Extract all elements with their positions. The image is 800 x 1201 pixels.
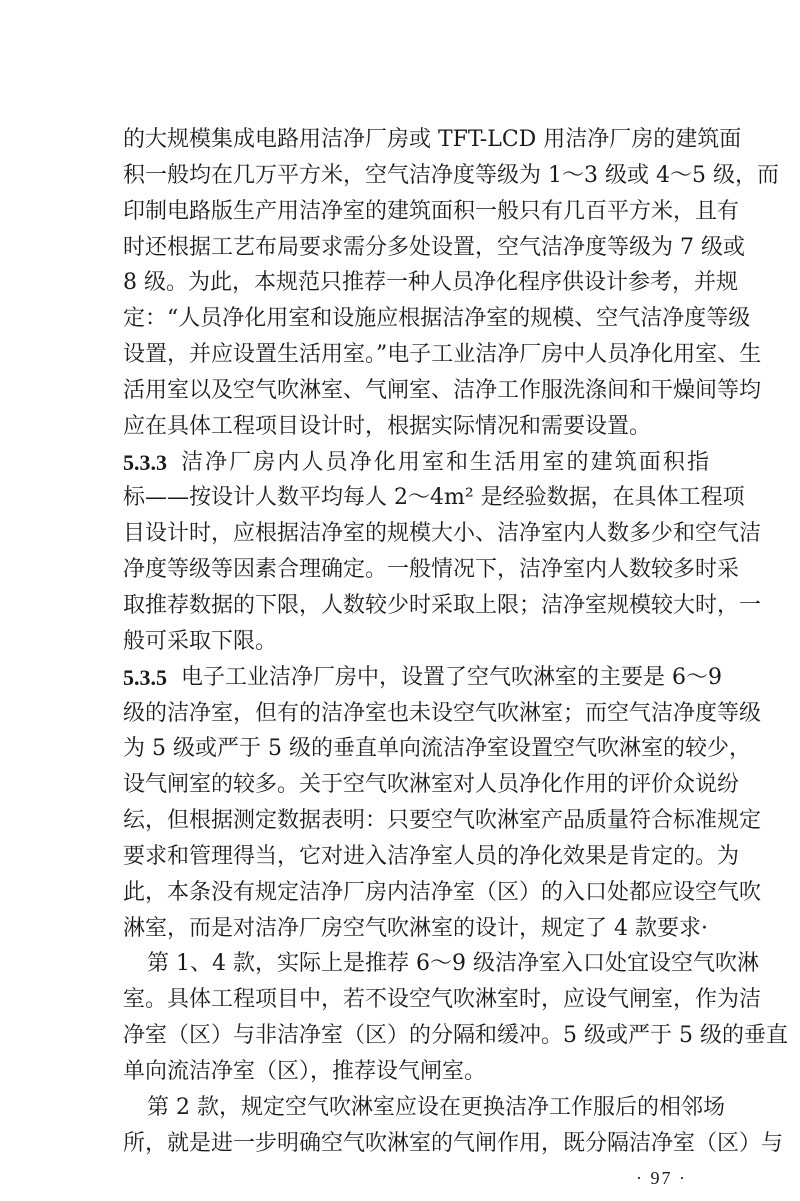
line-text: 设气闸室的较多。关于空气吹淋室对人员净化作用的评价众说纷	[123, 772, 740, 798]
text-line	[123, 624, 709, 660]
text-line	[123, 1018, 788, 1054]
text-line	[123, 911, 709, 947]
line-text: 第 2 款，规定空气吹淋室应设在更换洁净工作服后的相邻场	[147, 1094, 725, 1120]
line-text: 应在具体工程项目设计时，根据实际情况和需要设置。	[123, 413, 652, 439]
paragraph	[123, 122, 779, 445]
section-number: 5.3.5	[123, 664, 167, 690]
text-line	[123, 1054, 709, 1090]
text-line	[123, 265, 738, 301]
text-line	[123, 982, 762, 1018]
line-text: 级的洁净室，但有的洁净室也未设空气吹淋室；而空气洁净度等级	[123, 700, 762, 726]
text-line	[123, 337, 762, 373]
text-line	[123, 301, 751, 337]
text-line	[123, 373, 762, 409]
line-text: 目设计时，应根据洁净室的规模大小、洁净室内人数多少和空气洁	[123, 521, 762, 547]
line-text: 积一般均在几万平方米，空气洁净度等级为 1～3 级或 4～5 级，而	[123, 162, 779, 188]
paragraph	[123, 1090, 784, 1162]
text-line	[123, 122, 742, 158]
text-line	[123, 839, 740, 875]
line-text: 时还根据工艺布局要求需分多处设置，空气洁净度等级为 7 级或	[123, 234, 745, 260]
line-text: 标——按设计人数平均每人 2～4m² 是经验数据，在具体工程项	[123, 485, 745, 511]
text-line	[123, 803, 762, 839]
line-text: 定：“人员净化用室和设施应根据洁净室的规模、空气洁净度等级	[123, 306, 751, 332]
section-5-3-3	[123, 445, 762, 660]
text-line	[123, 480, 745, 516]
text-line	[123, 731, 751, 767]
text-line	[123, 552, 740, 588]
line-text: 设置，并应设置生活用室。”电子工业洁净厂房中人员净化用室、生	[123, 342, 762, 368]
text-line	[123, 588, 762, 624]
line-text: 淋室，而是对洁净厂房空气吹淋室的设计，规定了 4 款要求·	[123, 915, 708, 941]
text-line	[123, 946, 759, 982]
line-text: 要求和管理得当，它对进入洁净室人员的净化效果是肯定的。为	[123, 843, 740, 869]
line-text: 单向流洁净室（区），推荐设气闸室。	[123, 1058, 487, 1084]
line-text: 的大规模集成电路用洁净厂房或 TFT-LCD 用洁净厂房的建筑面	[123, 127, 742, 152]
text-line	[123, 1126, 784, 1162]
document-body	[123, 122, 788, 1161]
text-line	[123, 194, 740, 230]
text-line	[123, 660, 722, 696]
line-text: 此，本条没有规定洁净厂房内洁净室（区）的入口处都应设空气吹	[123, 879, 762, 905]
line-text: 取推荐数据的下限，人数较少时采取上限；洁净室规模较大时，一	[123, 592, 762, 618]
text-line	[123, 516, 762, 552]
text-line	[123, 767, 740, 803]
text-line	[123, 696, 762, 732]
line-text: 为 5 级或严于 5 级的垂直单向流洁净室设置空气吹淋室的较少，	[123, 736, 751, 762]
text-line	[123, 875, 762, 911]
line-text: 所，就是进一步明确空气吹淋室的气闸作用，既分隔洁净室（区）与	[123, 1130, 784, 1156]
text-line	[123, 409, 709, 445]
section-5-3-5	[123, 660, 762, 947]
section-number: 5.3.3	[123, 449, 167, 475]
text-line	[123, 158, 779, 194]
line-text: 第 1、4 款，实际上是推荐 6～9 级洁净室入口处宜设空气吹淋	[147, 951, 759, 977]
line-text: 净室（区）与非洁净室（区）的分隔和缓冲。5 级或严于 5 级的垂直	[123, 1023, 788, 1049]
line-text: 电子工业洁净厂房中，设置了空气吹淋室的主要是 6～9	[181, 664, 722, 690]
paragraph	[123, 946, 788, 1089]
line-text: 般可采取下限。	[123, 628, 278, 654]
page-number: · 97 ·	[636, 1168, 687, 1188]
text-line	[123, 445, 709, 481]
line-text: 净度等级等因素合理确定。一般情况下，洁净室内人数较多时采	[123, 557, 740, 583]
line-text: 纭，但根据测定数据表明：只要空气吹淋室产品质量符合标准规定	[123, 808, 762, 834]
line-text: 室。具体工程项目中，若不设空气吹淋室时，应设气闸室，作为洁	[123, 987, 762, 1013]
line-text: 洁净厂房内人员净化用室和生活用室的建筑面积指	[181, 449, 709, 475]
line-text: 活用室以及空气吹淋室、气闸室、洁净工作服洗涤间和干燥间等均	[123, 377, 762, 403]
text-line	[123, 1090, 725, 1126]
line-text: 印制电路版生产用洁净室的建筑面积一般只有几百平方米，且有	[123, 198, 740, 224]
text-line	[123, 230, 745, 266]
line-text: 8 级。为此，本规范只推荐一种人员净化程序供设计参考，并规	[123, 270, 738, 296]
